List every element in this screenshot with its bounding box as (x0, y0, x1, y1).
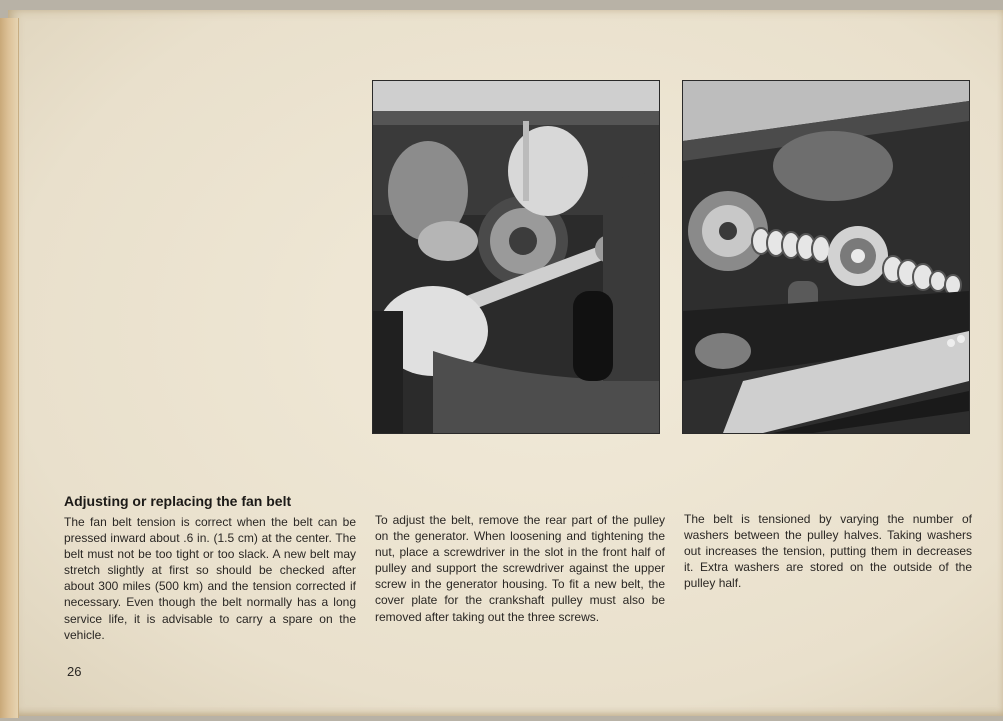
photo-pulley-washers (682, 80, 970, 434)
text-column-1: The fan belt tension is correct when the belt can be pressed inward about .6 in. (1.5 cm) at the center. The belt must not be too tight or too slack. A new belt may stretch slightly at first so should be checked after about 300 miles (500 km) and the tension corrected if necessary. Even though the belt normally has a long service life, it is advisable to carry a spare on the vehicle. (64, 515, 356, 642)
page-stack-edge (0, 18, 19, 718)
photo-adjusting-pulley (372, 80, 660, 434)
section-heading: Adjusting or replacing the fan belt (64, 493, 292, 509)
text-column-2: To adjust the belt, remove the rear part of the pulley on the generator. When loosening and tightening the nut, place a screwdriver in the slot in the front half of pulley and support the screwdriver against the upper screw in the generator housing. To fit a new belt, the cover plate for the crankshaft pulley must also be removed after taking out the three screws. (375, 513, 665, 624)
text-column-3: The belt is tensioned by varying the number of washers between the pulley halves. Taking washers out increases the tension, putting them in decreases it. Extra washers are stored on the outside of the pulley half. (684, 512, 972, 591)
page-number: 26 (67, 664, 82, 679)
